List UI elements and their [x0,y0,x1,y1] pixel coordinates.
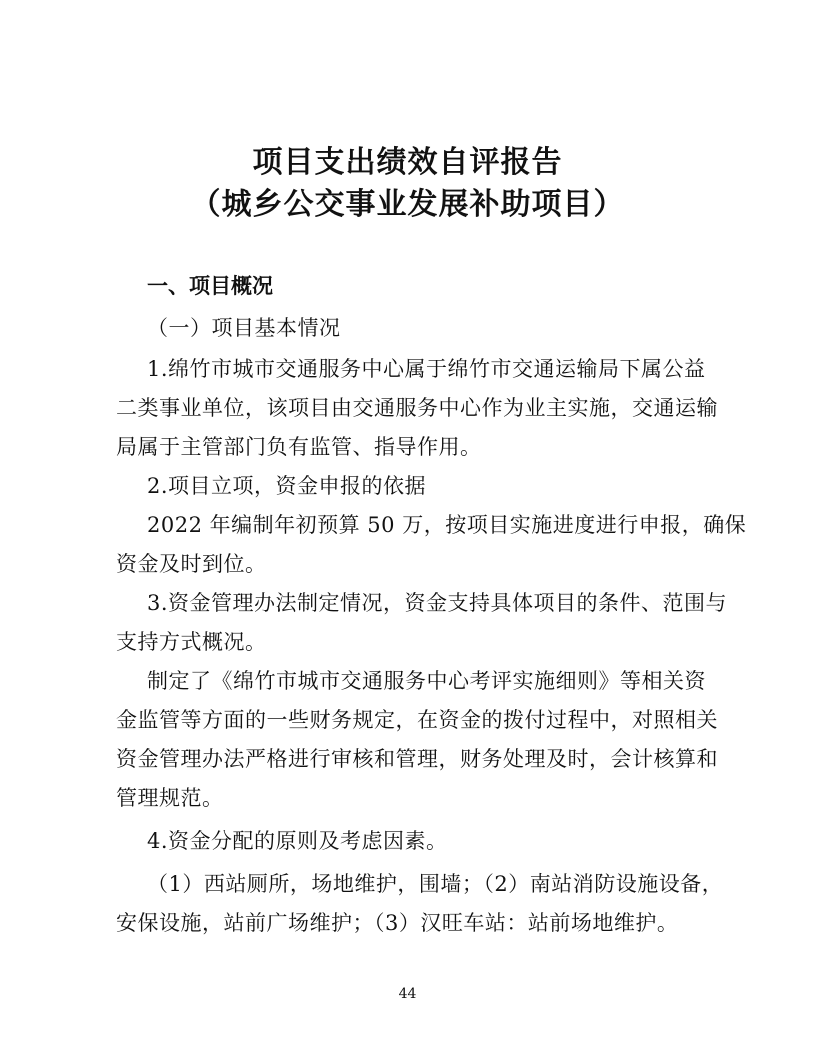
paragraph-line: 2022 年编制年初预算 50 万，按项目实施进度进行申报，确保 [147,513,747,537]
paragraph-line: 资金及时到位。 [116,552,267,576]
report-title: 项目支出绩效自评报告 [252,145,563,180]
page-number: 44 [398,986,417,1002]
paragraph-line: 安保设施，站前广场维护；（3）汉旺车站：站前场地维护。 [116,911,679,935]
report-subtitle: （城乡公交事业发展补助项目） [190,187,625,222]
section-heading-overview: 一、项目概况 [147,274,273,298]
paragraph-line: 制定了《绵竹市城市交通服务中心考评实施细则》等相关资 [147,669,706,693]
subsection-heading-basic-info: （一）项目基本情况 [147,316,341,340]
paragraph-line: 4.资金分配的原则及考虑因素。 [147,829,448,853]
paragraph-line: 局属于主管部门负有监管、指导作用。 [116,435,482,459]
paragraph-line: 资金管理办法严格进行审核和管理，财务处理及时，会计核算和 [116,747,718,771]
paragraph-line: 1.绵竹市城市交通服务中心属于绵竹市交通运输局下属公益 [147,357,706,381]
paragraph-line: （1）西站厕所，场地维护，围墙；（2）南站消防设施设备， [147,872,724,896]
paragraph-line: 3.资金管理办法制定情况，资金支持具体项目的条件、范围与 [147,591,728,615]
paragraph-line: 管理规范。 [116,786,224,810]
paragraph-line: 支持方式概况。 [116,630,267,654]
paragraph-line: 金监管等方面的一些财务规定，在资金的拨付过程中，对照相关 [116,708,718,732]
paragraph-line: 二类事业单位，该项目由交通服务中心作为业主实施，交通运输 [116,396,718,420]
paragraph-line: 2.项目立项，资金申报的依据 [147,474,427,498]
